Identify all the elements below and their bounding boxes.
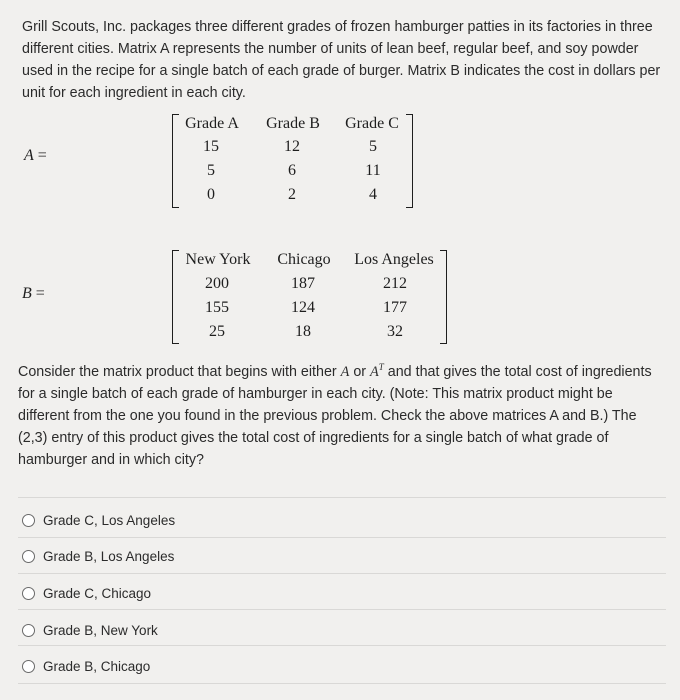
- answer-option[interactable]: [22, 545, 174, 567]
- matrix-b-right-bracket: [440, 250, 447, 344]
- answer-option[interactable]: [22, 619, 158, 641]
- radio-button[interactable]: [22, 550, 35, 563]
- matrix-b-col-header: Chicago: [277, 251, 331, 268]
- radio-button[interactable]: [22, 587, 35, 600]
- matrix-b-name: B =: [22, 285, 45, 302]
- divider: [18, 497, 666, 498]
- matrix-b-col-header: Los Angeles: [354, 251, 434, 268]
- matrix-b-cell: 177: [383, 299, 407, 316]
- answer-option-label: Grade B, New York: [43, 622, 158, 638]
- matrix-a-cell: 0: [207, 186, 215, 203]
- matrix-b-cell: 32: [387, 323, 403, 340]
- matrix-a-col-header: Grade A: [185, 115, 239, 132]
- matrix-b-cell: 124: [291, 299, 315, 316]
- answer-option[interactable]: [22, 655, 150, 677]
- problem-intro-text: Grill Scouts, Inc. packages three different grades of frozen hamburger patties in its factories in three different cities. Matrix A represents the number of units of lean beef, regular beef, and soy powder used in the recipe for a single batch of each grade of burger. Matrix B indicates the cost in dollars per unit for each ingredient in each city.: [22, 19, 661, 101]
- answer-option-label: Grade B, Chicago: [43, 658, 151, 674]
- answer-option[interactable]: [22, 509, 175, 531]
- radio-button[interactable]: [22, 624, 35, 637]
- answer-option-label: Grade C, Chicago: [43, 585, 152, 601]
- divider: [18, 609, 666, 610]
- matrix-b-cell: 18: [295, 323, 311, 340]
- matrix-a-col-header: Grade B: [266, 115, 320, 132]
- matrix-a-cell: 5: [207, 162, 215, 179]
- matrix-b-cell: 200: [205, 275, 229, 292]
- matrix-a-cell: 12: [284, 138, 300, 155]
- matrix-a-cell: 15: [203, 138, 219, 155]
- divider: [18, 573, 666, 574]
- matrix-a-cell: 11: [365, 162, 381, 179]
- matrix-a-cell: 6: [288, 162, 296, 179]
- matrix-b-col-header: New York: [185, 251, 251, 268]
- matrix-a-col-header: Grade C: [345, 115, 399, 132]
- matrix-a-cell: 5: [369, 138, 377, 155]
- question-text: Consider the matrix product that begins with either A or $A^T$ and that gives the total cost of ingredients for a single batch of each grade of hamburger in each city. (Note: This matrix product might be different from the one you found in the previous problem. Check the above matrices A and B.) The (2,3) entry of this product gives the total cost of ingredients for a single batch of what grade of hamburger and in which city?: [18, 362, 652, 468]
- matrix-b-cell: 212: [383, 275, 407, 292]
- matrix-a-cell: 2: [288, 186, 296, 203]
- radio-button[interactable]: [22, 660, 35, 673]
- answer-option-label: Grade B, Los Angeles: [43, 548, 175, 564]
- answer-option[interactable]: [22, 582, 151, 604]
- matrix-b-cell: 187: [291, 275, 315, 292]
- radio-button[interactable]: [22, 514, 35, 527]
- divider: [18, 683, 666, 684]
- matrix-b-cell: 25: [209, 323, 225, 340]
- matrix-a-cell: 4: [369, 186, 377, 203]
- divider: [18, 537, 666, 538]
- matrix-b-cell: 155: [205, 299, 229, 316]
- matrix-a-name: A =: [24, 147, 47, 164]
- divider: [18, 645, 666, 646]
- answer-option-label: Grade C, Los Angeles: [43, 512, 176, 528]
